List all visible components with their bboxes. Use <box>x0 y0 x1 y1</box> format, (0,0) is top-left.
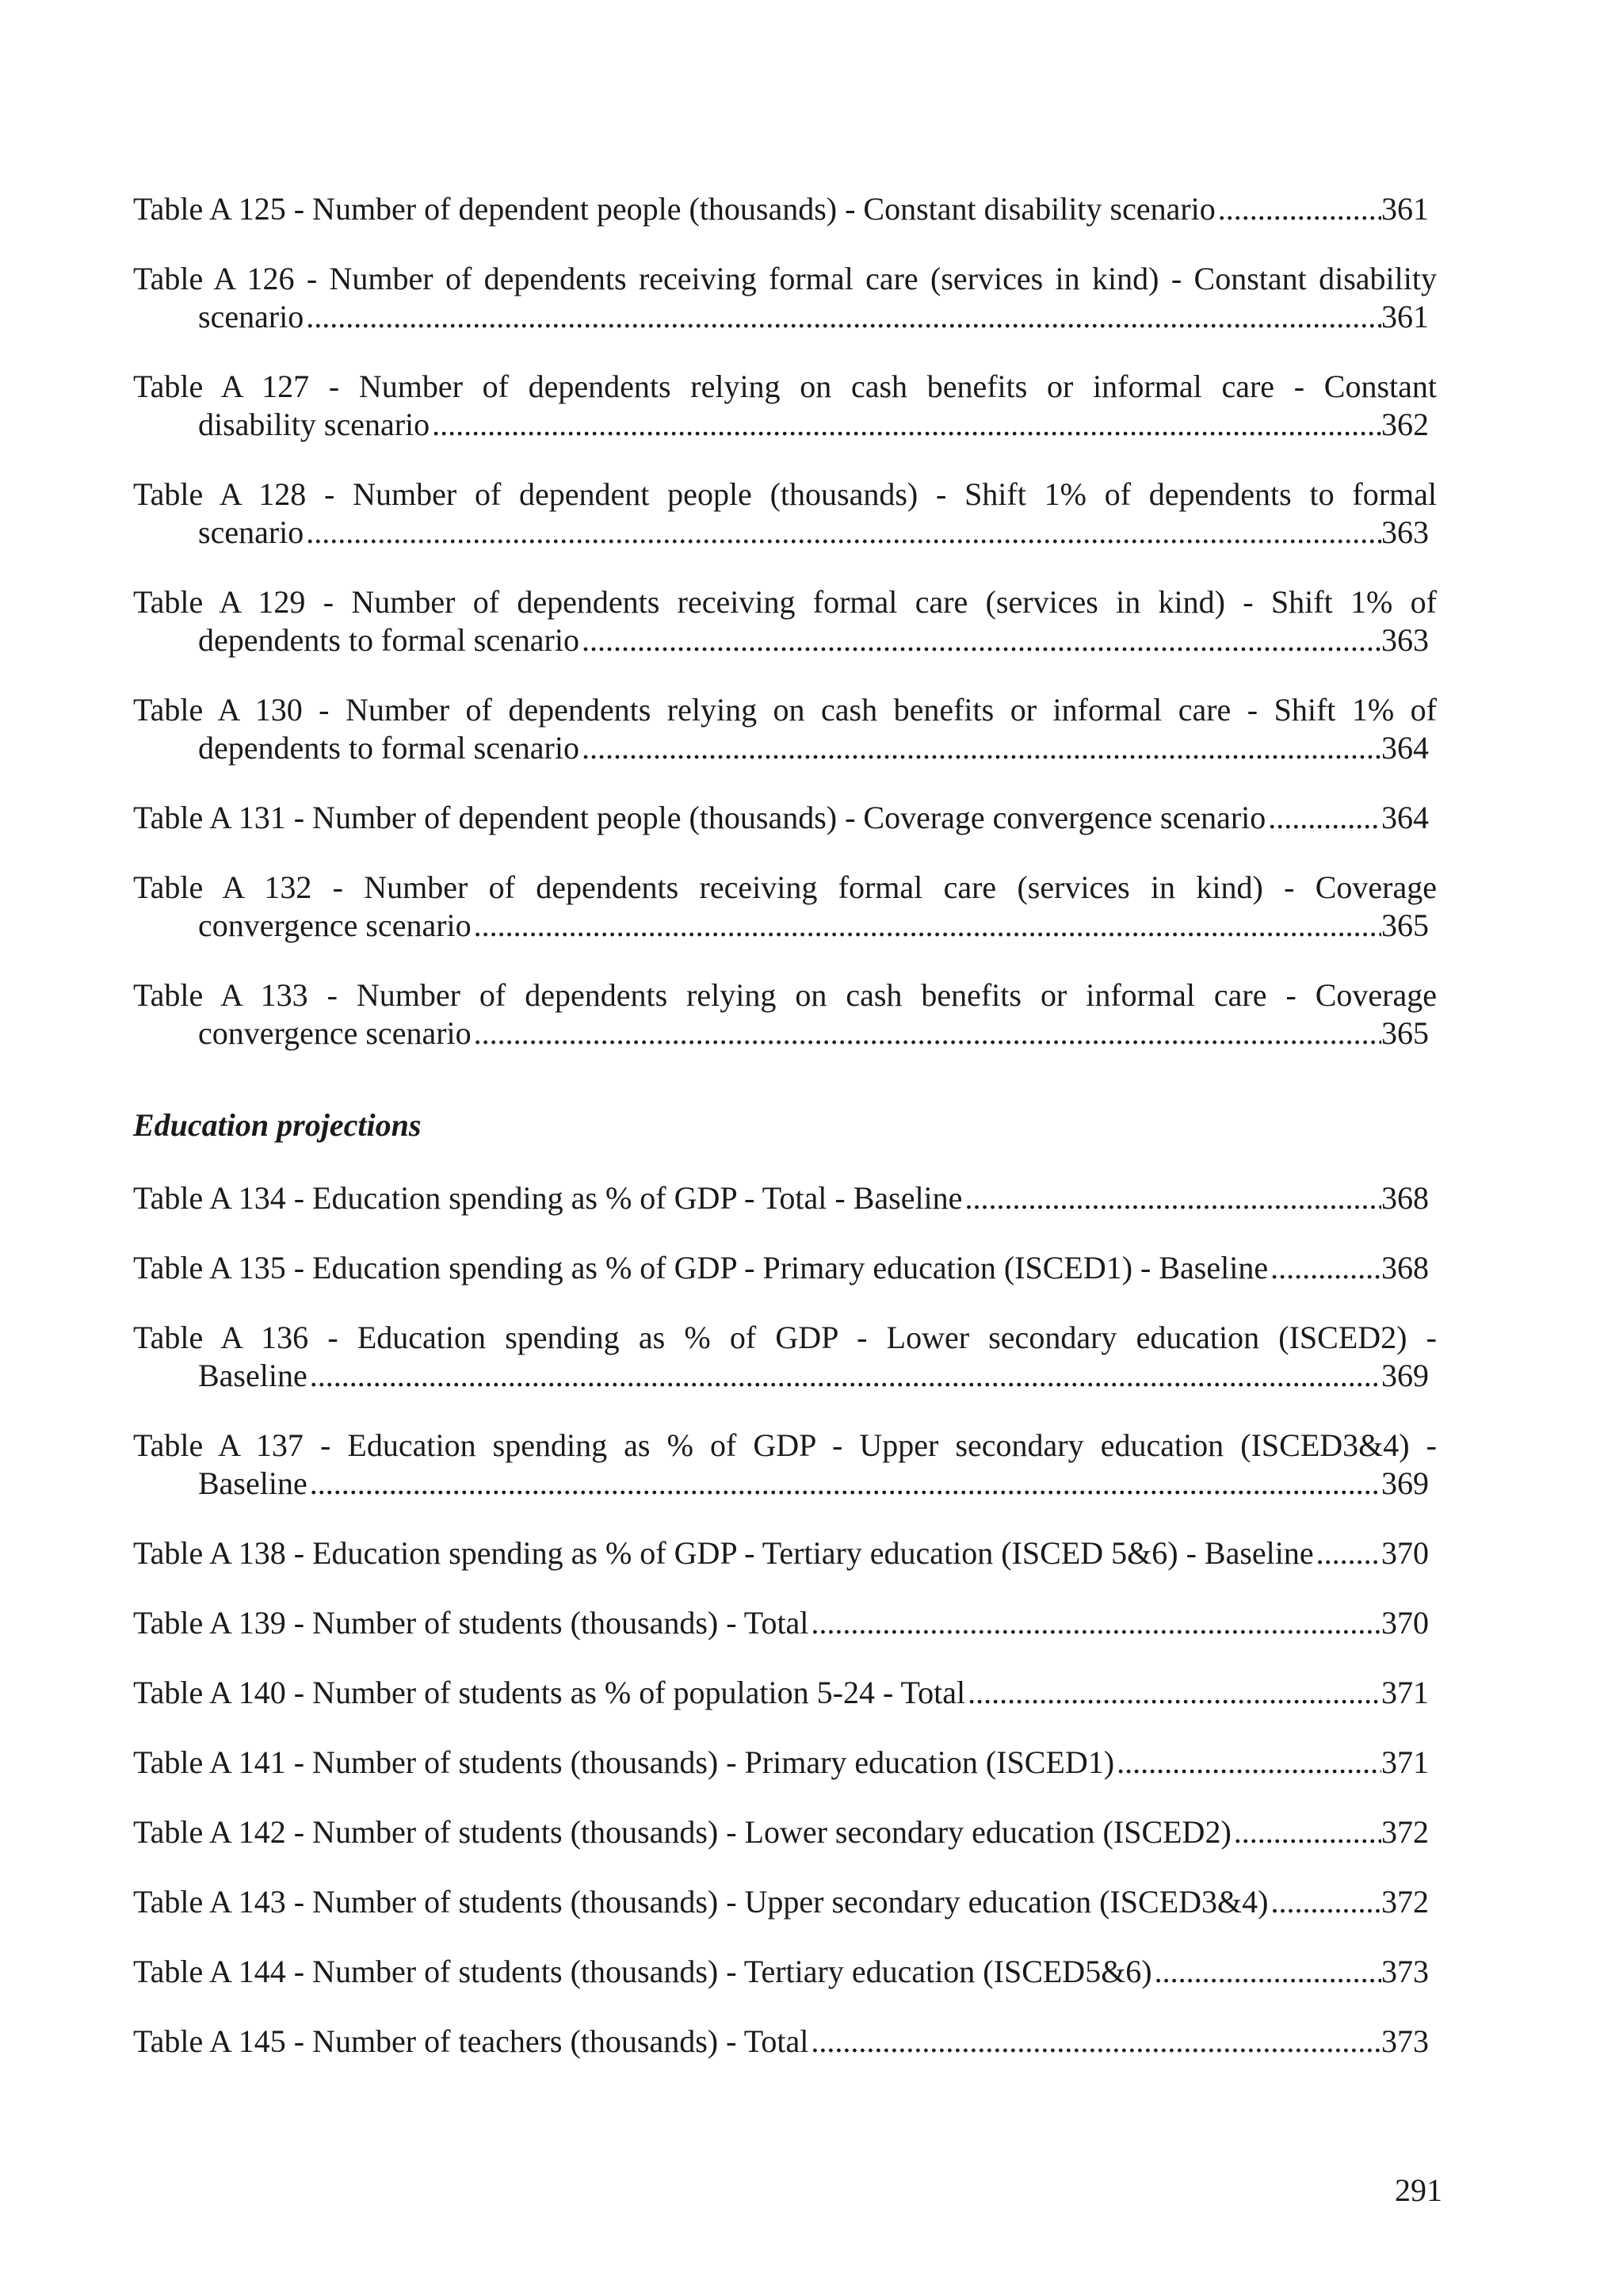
dot-leader <box>310 1465 1381 1503</box>
toc-entry-title: Table A 130 - Number of dependents relying on cash benefits or informal care - Shift 1% of <box>133 692 1437 728</box>
toc-entry-title: Table A 131 - Number of dependent people (thousands) - Coverage convergence scenario <box>133 800 1266 835</box>
toc-entry-continuation <box>133 729 1437 767</box>
toc-entry-continuation <box>133 406 1437 444</box>
toc-entry[interactable] <box>133 2023 1437 2061</box>
toc-entry-continuation <box>133 298 1437 336</box>
toc-entry[interactable] <box>133 1249 1437 1287</box>
toc-entry-title-continuation: dependents to formal scenario <box>198 622 579 658</box>
dot-leader <box>1155 1953 1381 1991</box>
toc-entry[interactable] <box>133 583 1437 659</box>
toc-entry[interactable] <box>133 869 1437 945</box>
toc-entry-line <box>133 1249 1437 1287</box>
toc-list-education <box>133 1179 1437 2061</box>
toc-entry-title: Table A 129 - Number of dependents receiving formal care (services in kind) - Shift 1% of <box>133 584 1437 620</box>
toc-entry[interactable] <box>133 1674 1437 1712</box>
toc-entry-page: 372 <box>1381 1814 1429 1850</box>
toc-entry-page: 365 <box>1381 907 1429 943</box>
dot-leader <box>1234 1813 1381 1851</box>
toc-entry-title: Table A 127 - Number of dependents relying on cash benefits or informal care - Constant <box>133 369 1437 404</box>
toc-entry-line <box>133 1813 1437 1851</box>
toc-entry-page: 372 <box>1381 1884 1429 1920</box>
toc-entry[interactable] <box>133 691 1437 767</box>
toc-entry-continuation <box>133 1465 1437 1503</box>
dot-leader <box>306 514 1381 552</box>
toc-entry-page: 369 <box>1381 1358 1429 1393</box>
toc-entry[interactable] <box>133 976 1437 1052</box>
dot-leader <box>1117 1744 1381 1782</box>
toc-entry[interactable] <box>133 368 1437 444</box>
toc-entry-line <box>133 799 1437 837</box>
toc-entry-title: Table A 126 - Number of dependents receiving formal care (services in kind) - Constant disability <box>133 261 1437 296</box>
toc-entry-line <box>133 1674 1437 1712</box>
toc-entry-continuation <box>133 1014 1437 1052</box>
toc-entry-title: Table A 133 - Number of dependents relying on cash benefits or informal care - Coverage <box>133 977 1437 1013</box>
dot-leader <box>474 1014 1381 1052</box>
toc-entry-title: Table A 125 - Number of dependent people (thousands) - Constant disability scenario <box>133 191 1216 227</box>
toc-entry[interactable] <box>133 1744 1437 1782</box>
toc-entry-title: Table A 136 - Education spending as % of GDP - Lower secondary education (ISCED2) - <box>133 1320 1437 1355</box>
toc-entry-continuation <box>133 514 1437 552</box>
toc-entry-title: Table A 139 - Number of students (thousands) - Total <box>133 1605 809 1641</box>
toc-entry-continuation <box>133 621 1437 659</box>
dot-leader <box>432 406 1381 444</box>
toc-entry-title: Table A 138 - Education spending as % of GDP - Tertiary education (ISCED 5&6) - Baseline <box>133 1535 1314 1571</box>
dot-leader <box>964 1179 1381 1217</box>
toc-entry-title-continuation: scenario <box>198 299 304 334</box>
toc-entry-continuation <box>133 1357 1437 1395</box>
toc-entry-page: 364 <box>1381 730 1429 766</box>
toc-entry-line <box>133 2023 1437 2061</box>
toc-entry[interactable] <box>133 190 1437 228</box>
toc-entry-line <box>133 1604 1437 1642</box>
toc-entry-title: Table A 145 - Number of teachers (thousands) - Total <box>133 2023 809 2059</box>
toc-entry-page: 368 <box>1381 1180 1429 1216</box>
toc-entry-title-continuation: disability scenario <box>198 407 430 442</box>
toc-entry[interactable] <box>133 476 1437 552</box>
dot-leader <box>1270 1883 1381 1921</box>
toc-entry-page: 361 <box>1381 191 1429 227</box>
toc-entry-page: 368 <box>1381 1250 1429 1286</box>
dot-leader <box>1316 1534 1381 1572</box>
toc-entry[interactable] <box>133 260 1437 336</box>
table-of-contents <box>133 190 1437 2092</box>
toc-entry-page: 365 <box>1381 1015 1429 1051</box>
dot-leader <box>474 907 1381 945</box>
toc-entry[interactable] <box>133 799 1437 837</box>
toc-entry-title-continuation: Baseline <box>198 1465 307 1501</box>
toc-entry-line <box>133 1534 1437 1572</box>
toc-entry-page: 373 <box>1381 1954 1429 1989</box>
toc-entry-title: Table A 134 - Education spending as % of GDP - Total - Baseline <box>133 1180 963 1216</box>
dot-leader <box>582 621 1381 659</box>
dot-leader <box>1268 799 1381 837</box>
toc-entry-page: 369 <box>1381 1465 1429 1501</box>
toc-entry-line <box>133 1744 1437 1782</box>
toc-entry-page: 371 <box>1381 1744 1429 1780</box>
toc-entry-page: 373 <box>1381 2023 1429 2059</box>
toc-entry-title: Table A 137 - Education spending as % of GDP - Upper secondary education (ISCED3&4) - <box>133 1427 1437 1463</box>
toc-entry-page: 362 <box>1381 407 1429 442</box>
section-heading: Education projections <box>133 1107 422 1143</box>
toc-entry-title-continuation: convergence scenario <box>198 907 472 943</box>
page-number: 291 <box>1395 2172 1442 2208</box>
toc-entry-page: 363 <box>1381 514 1429 550</box>
toc-entry[interactable] <box>133 1319 1437 1395</box>
toc-entry-title: Table A 128 - Number of dependent people (thousands) - Shift 1% of dependents to formal <box>133 476 1437 512</box>
toc-entry-title: Table A 142 - Number of students (thousands) - Lower secondary education (ISCED2) <box>133 1814 1232 1850</box>
toc-entry-page: 364 <box>1381 800 1429 835</box>
toc-entry-title-continuation: convergence scenario <box>198 1015 472 1051</box>
toc-entry-title-continuation: Baseline <box>198 1358 307 1393</box>
toc-entry[interactable] <box>133 1883 1437 1921</box>
toc-entry-page: 371 <box>1381 1675 1429 1710</box>
toc-list-long-term-care <box>133 190 1437 1052</box>
toc-entry-page: 361 <box>1381 299 1429 334</box>
toc-entry-line <box>133 1953 1437 1991</box>
dot-leader <box>1270 1249 1381 1287</box>
dot-leader <box>811 2023 1381 2061</box>
toc-entry-title: Table A 143 - Number of students (thousands) - Upper secondary education (ISCED3&4) <box>133 1884 1269 1920</box>
toc-entry[interactable] <box>133 1953 1437 1991</box>
toc-entry-title: Table A 135 - Education spending as % of GDP - Primary education (ISCED1) - Baseline <box>133 1250 1269 1286</box>
dot-leader <box>811 1604 1381 1642</box>
toc-entry[interactable] <box>133 1604 1437 1642</box>
dot-leader <box>968 1674 1381 1712</box>
toc-entry-title: Table A 141 - Number of students (thousands) - Primary education (ISCED1) <box>133 1744 1115 1780</box>
toc-entry[interactable] <box>133 1813 1437 1851</box>
toc-entry-title: Table A 144 - Number of students (thousands) - Tertiary education (ISCED5&6) <box>133 1954 1152 1989</box>
dot-leader <box>1218 190 1381 228</box>
toc-entry-continuation <box>133 907 1437 945</box>
toc-entry-page: 370 <box>1381 1535 1429 1571</box>
toc-entry-title-continuation: dependents to formal scenario <box>198 730 579 766</box>
toc-entry-page: 370 <box>1381 1605 1429 1641</box>
toc-entry-title-continuation: scenario <box>198 514 304 550</box>
toc-entry[interactable] <box>133 1179 1437 1217</box>
toc-entry[interactable] <box>133 1534 1437 1572</box>
dot-leader <box>306 298 1381 336</box>
dot-leader <box>310 1357 1381 1395</box>
toc-entry-line <box>133 1179 1437 1217</box>
toc-entry[interactable] <box>133 1427 1437 1503</box>
toc-entry-title: Table A 132 - Number of dependents receiving formal care (services in kind) - Coverage <box>133 869 1437 905</box>
toc-entry-page: 363 <box>1381 622 1429 658</box>
dot-leader <box>582 729 1381 767</box>
toc-entry-title: Table A 140 - Number of students as % of population 5-24 - Total <box>133 1675 966 1710</box>
toc-entry-line <box>133 190 1437 228</box>
toc-entry-line <box>133 1883 1437 1921</box>
